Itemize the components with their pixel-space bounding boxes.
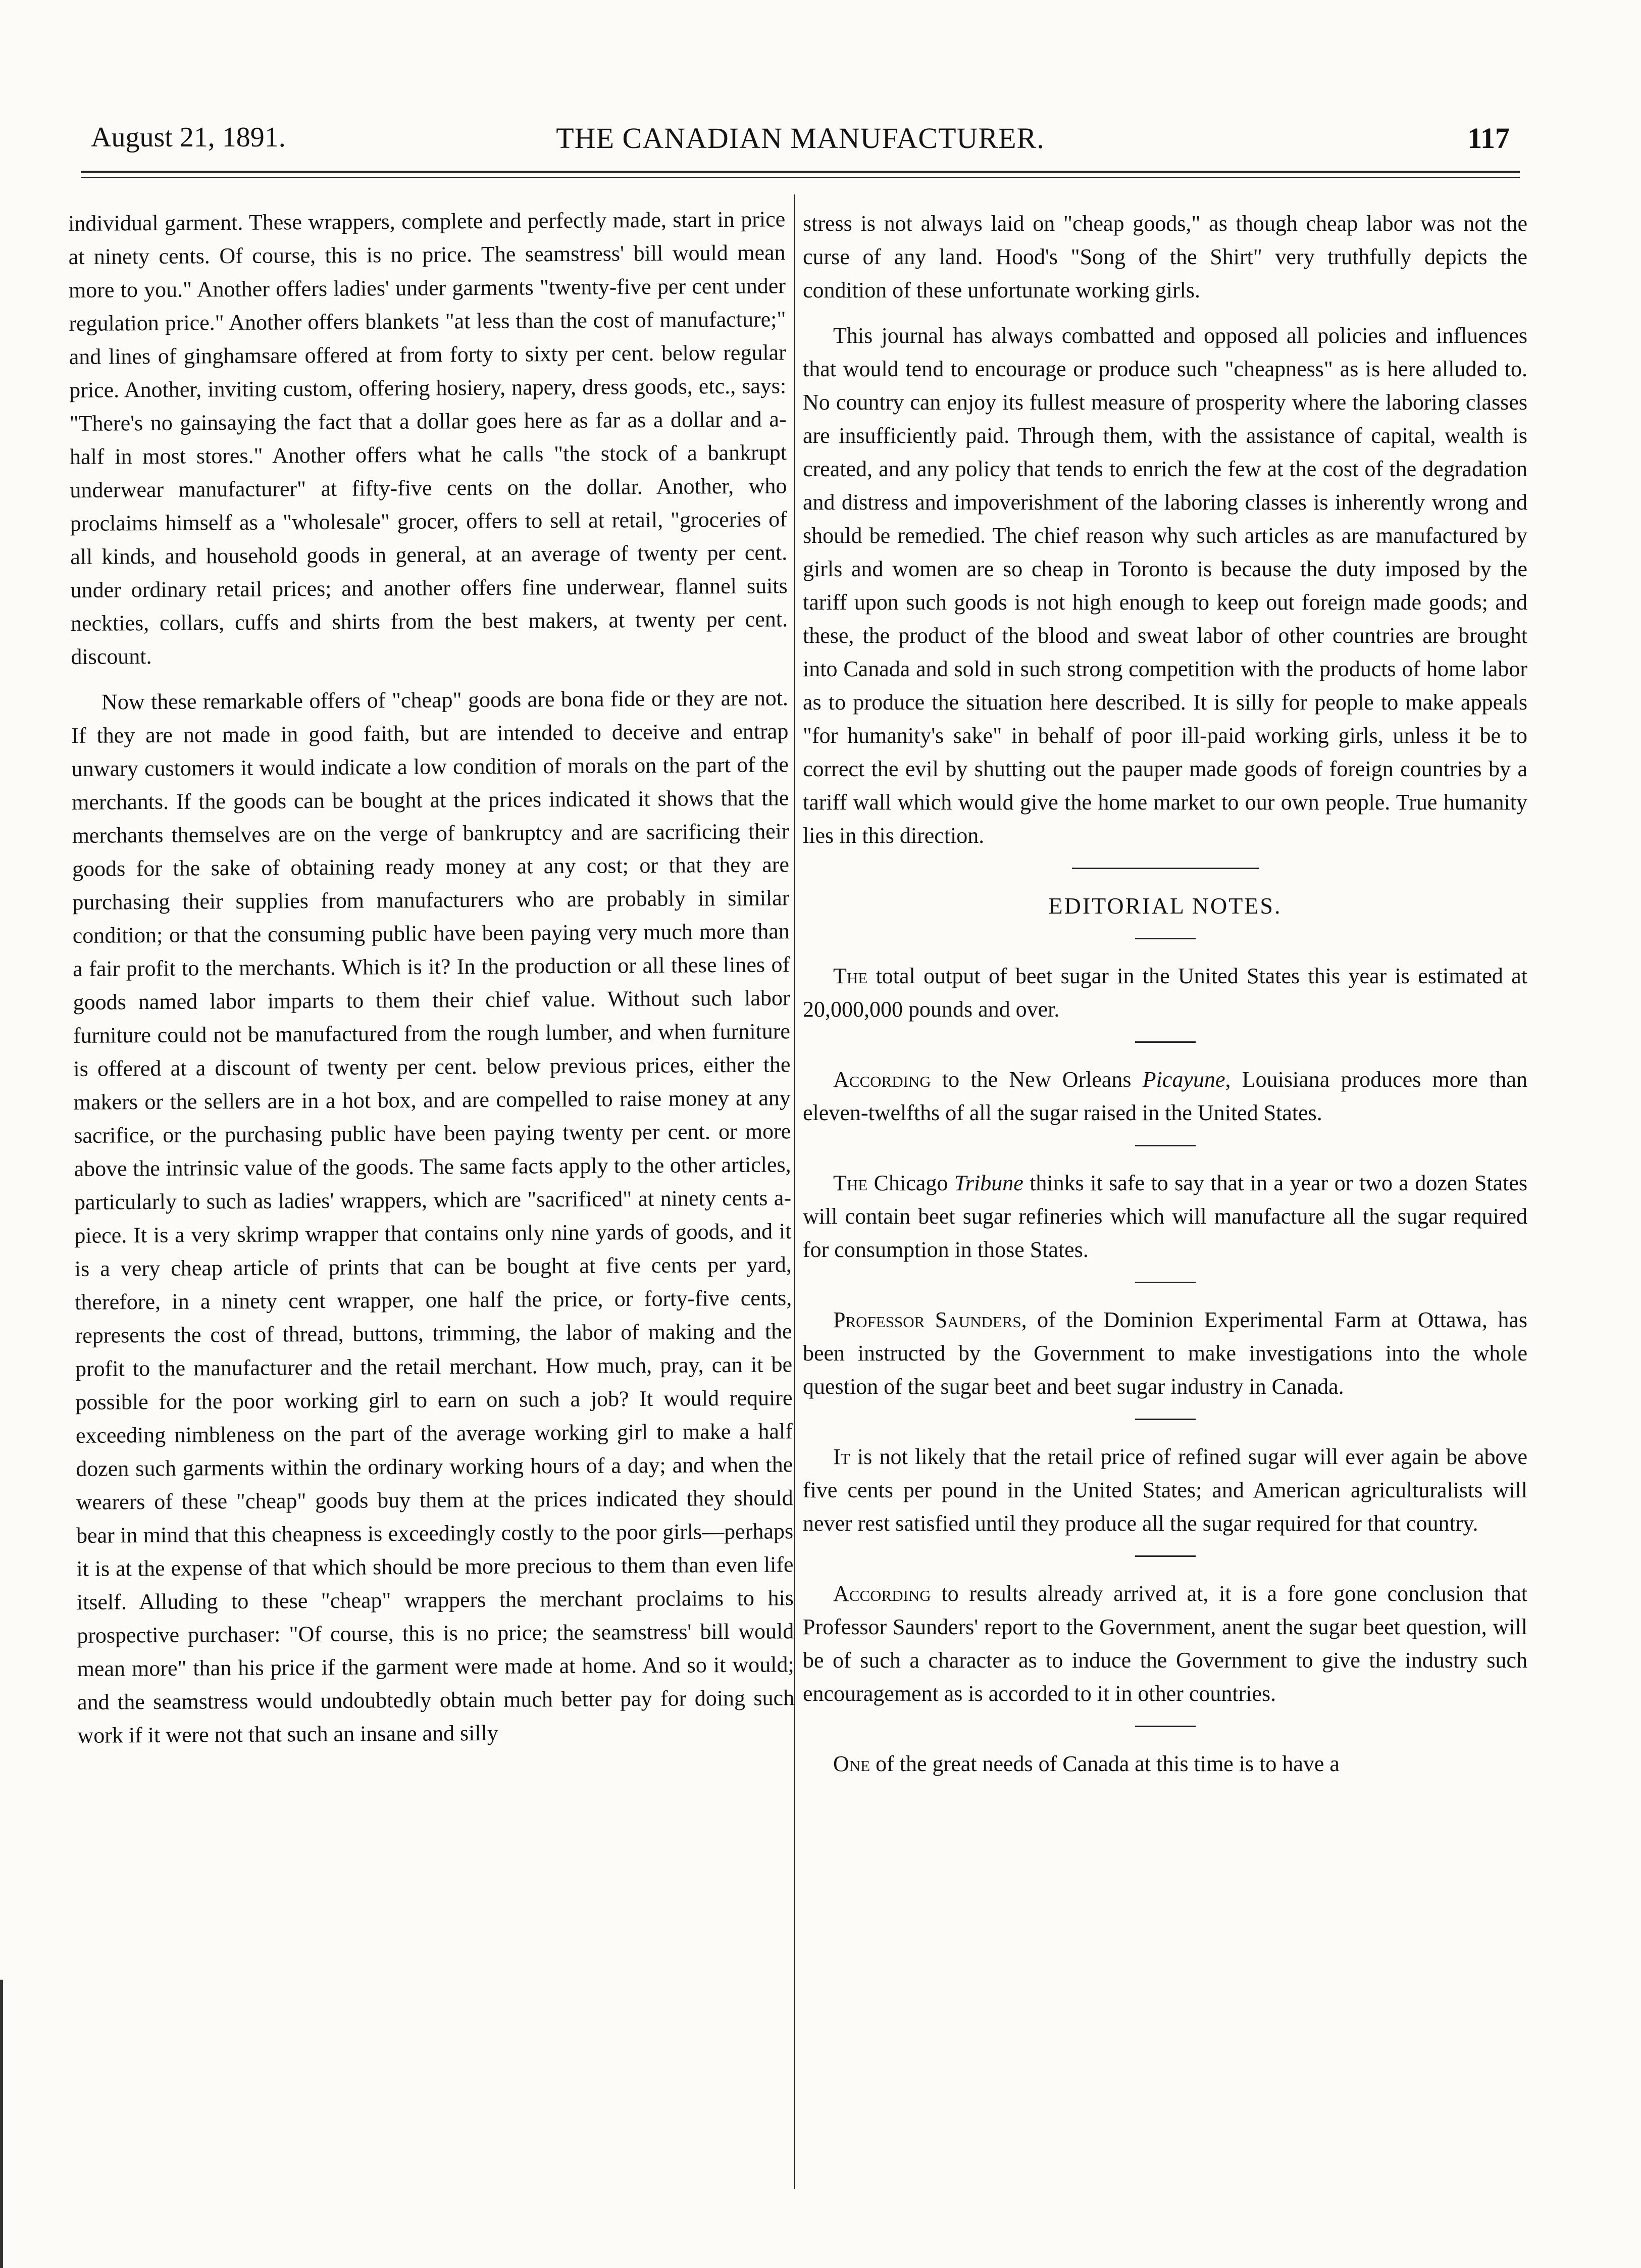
note-lead: One — [833, 1751, 870, 1776]
issue-date: August 21, 1891. — [91, 122, 286, 153]
note-text: is not likely that the retail price of refined sugar will ever again be above five cents per pound in the United States; and American agriculturalists will never rest satisfied until they produce all the sugar required for that country. — [803, 1444, 1527, 1536]
editorial-note — [803, 1063, 1527, 1130]
note-lead: The — [833, 1171, 868, 1195]
section-heading: EDITORIAL NOTES. — [1048, 893, 1282, 919]
newspaper-name: Tribune — [954, 1171, 1023, 1195]
note-divider — [1135, 1726, 1196, 1727]
note-divider — [1135, 1041, 1196, 1043]
note-text: thinks it safe to say that in a year or two a dozen States will contain beet sugar refineries which will manufacture all the sugar required for consumption in those States. — [803, 1171, 1527, 1262]
note-lead: It — [833, 1444, 850, 1469]
note-text: , Louisiana produces more than eleven-twelfths of all the sugar raised in the United States. — [803, 1067, 1527, 1125]
note-lead: Professor Saunders — [833, 1307, 1021, 1332]
note-divider — [1135, 1555, 1196, 1557]
note-lead: According — [833, 1581, 931, 1606]
left-column — [68, 203, 795, 1752]
note-lead: The — [833, 964, 868, 988]
note-text: total output of beet sugar in the United States this year is estimated at 20,000,000 pounds and over. — [803, 964, 1527, 1022]
article-paragraph: individual garment. These wrappers, complete and perfectly made, start in price at ninety cents. Of course, this is no price. The seamstress' bill would mean more to you." Another offers ladies' under garments "twenty-five per cent under regulation price." Another offers blankets "at less than the cost of manufacture;" and lines of ginghamsare offered at from forty to sixty per cent. below regular price. Another, inviting custom, offering hosiery, napery, dress goods, etc., says: "There's no gainsaying the fact that a dollar goes here as far as a dollar and a-half in most stores." Another offers what he calls "the stock of a bankrupt underwear manufacturer" at fifty-five cents on the dollar. Another, who proclaims himself as a "wholesale" grocer, offers to sell at retail, "groceries of all kinds, and household goods in general, at an average of twenty per cent. under ordinary retail prices; and another offers fine underwear, flannel suits neckties, collars, cuffs and shirts from the best makers, at twenty per cent. discount. — [68, 207, 788, 669]
editorial-note — [803, 1577, 1527, 1710]
column-divider — [794, 194, 795, 2189]
editorial-note — [803, 1747, 1527, 1781]
note-divider — [1135, 938, 1196, 939]
note-lead: According — [833, 1067, 931, 1092]
scan-edge-shadow — [0, 1980, 3, 2268]
note-divider — [1135, 1419, 1196, 1420]
editorial-note — [803, 1303, 1527, 1403]
article-paragraph: This journal has always combatted and opposed all policies and influences that would tend to encourage or produce such "cheapness" as is here alluded to. No country can enjoy its fullest measure of prosperity where the laboring classes are insufficiently paid. Through them, with the assistance of capital, wealth is created, and any policy that tends to enrich the few at the cost of the degradation and distress and impoverishment of the laboring classes is inherently wrong and should be remedied. The chief reason why such articles as are manufactured by girls and women are so cheap in Toronto is because the duty imposed by the tariff upon such goods is not high enough to keep out foreign made goods; and these, the product of the blood and sweat labor of other countries are brought into Canada and sold in such strong competition with the products of home labor as to produce the situation here described. It is silly for people to make appeals "for humanity's sake" in behalf of poor ill-paid working girls, unless it be to correct the evil by shutting out the pauper made goods of foreign countries by a tariff wall which would give the home market to our own people. True humanity lies in this direction. — [803, 323, 1527, 848]
header-rule-thick — [81, 171, 1520, 173]
note-text: to results already arrived at, it is a fore gone conclusion that Professor Saunders' report to the Government, anent the sugar beet question, will be of such a character as to induce the Government to give the industry such encouragement as is accorded to it in other countries. — [803, 1581, 1527, 1706]
editorial-note — [803, 1167, 1527, 1267]
note-text: of the great needs of Canada at this time is to have a — [870, 1751, 1340, 1776]
right-column — [803, 207, 1527, 1781]
note-divider — [1135, 1282, 1196, 1283]
publication-title: THE CANADIAN MANUFACTURER. — [556, 122, 1045, 155]
page-header — [91, 121, 1510, 167]
newspaper-name: Picayune — [1142, 1067, 1225, 1092]
article-paragraph: Now these remarkable offers of "cheap" goods are bona fide or they are not. If they are not made in good faith, but are intended to deceive and entrap unwary customers it would indicate a low condition of morals on the part of the merchants. If the goods can be bought at the prices indicated it shows that the merchants themselves are on the verge of bankruptcy and are sacrificing their goods for the sake of obtaining ready money at any cost; or that they are purchasing their supplies from manufacturers who are probably in similar condition; or that the consuming public have been paying very much more than a fair profit to the merchants. Which is it? In the production or all these lines of goods named labor imparts to them their chief value. Without such labor furniture could not be manufactured from the rough lumber, and when furniture is offered at a discount of twenty per cent. below previous prices, either the makers or the sellers are in a hot box, and are compelled to raise money at any sacrifice, or the purchasing public have been paying twenty per cent. or more above the intrinsic value of the goods. The same facts apply to the other articles, particularly to such as ladies' wrappers, which are "sacrificed" at ninety cents a-piece. It is a very skrimp wrapper that contains only nine yards of goods, and it is a very cheap article of prints that can be bought at five cents per yard, therefore, in a ninety cent wrapper, one half the price, or forty-five cents, represents the cost of thread, buttons, trimming, the labor of making and the profit to the manufacturer and the retail merchant. How much, pray, can it be possible for the poor working girl to earn on such a job? It would require exceeding nimbleness on the part of the average working girl to make a half dozen such garments within the ordinary working hours of a day; and when the wearers of these "cheap" goods buy them at the prices indicated they should bear in mind that this cheapness is exceedingly costly to the poor girls—perhaps it is at the expense of that which should be more precious to them than even life itself. Alluding to these "cheap" wrappers the merchant proclaims to his prospective purchaser: "Of course, this is no price; the seamstress' bill would mean more" than his price if the garment were made at home. And so it would; and the seamstress would undoubtedly obtain much better pay for doing such work if it were not that such an insane and silly — [71, 685, 795, 1748]
article-paragraph: stress is not always laid on "cheap goods," as though cheap labor was not the curse of any land. Hood's "Song of the Shirt" very truthfully depicts the condition of these unfortunate working girls. — [803, 211, 1527, 303]
note-divider — [1135, 1145, 1196, 1146]
editorial-note — [803, 1440, 1527, 1540]
note-text: to the New Orleans — [931, 1067, 1143, 1092]
page-number: 117 — [1467, 122, 1510, 155]
header-rule-thin — [81, 177, 1520, 178]
note-text: , of the Dominion Experimental Farm at Ottawa, has been instructed by the Government to make investigations into the whole question of the sugar beet and beet sugar industry in Canada. — [803, 1307, 1527, 1399]
editorial-note — [803, 960, 1527, 1026]
section-divider — [1072, 868, 1259, 869]
note-text: Chicago — [867, 1171, 954, 1195]
